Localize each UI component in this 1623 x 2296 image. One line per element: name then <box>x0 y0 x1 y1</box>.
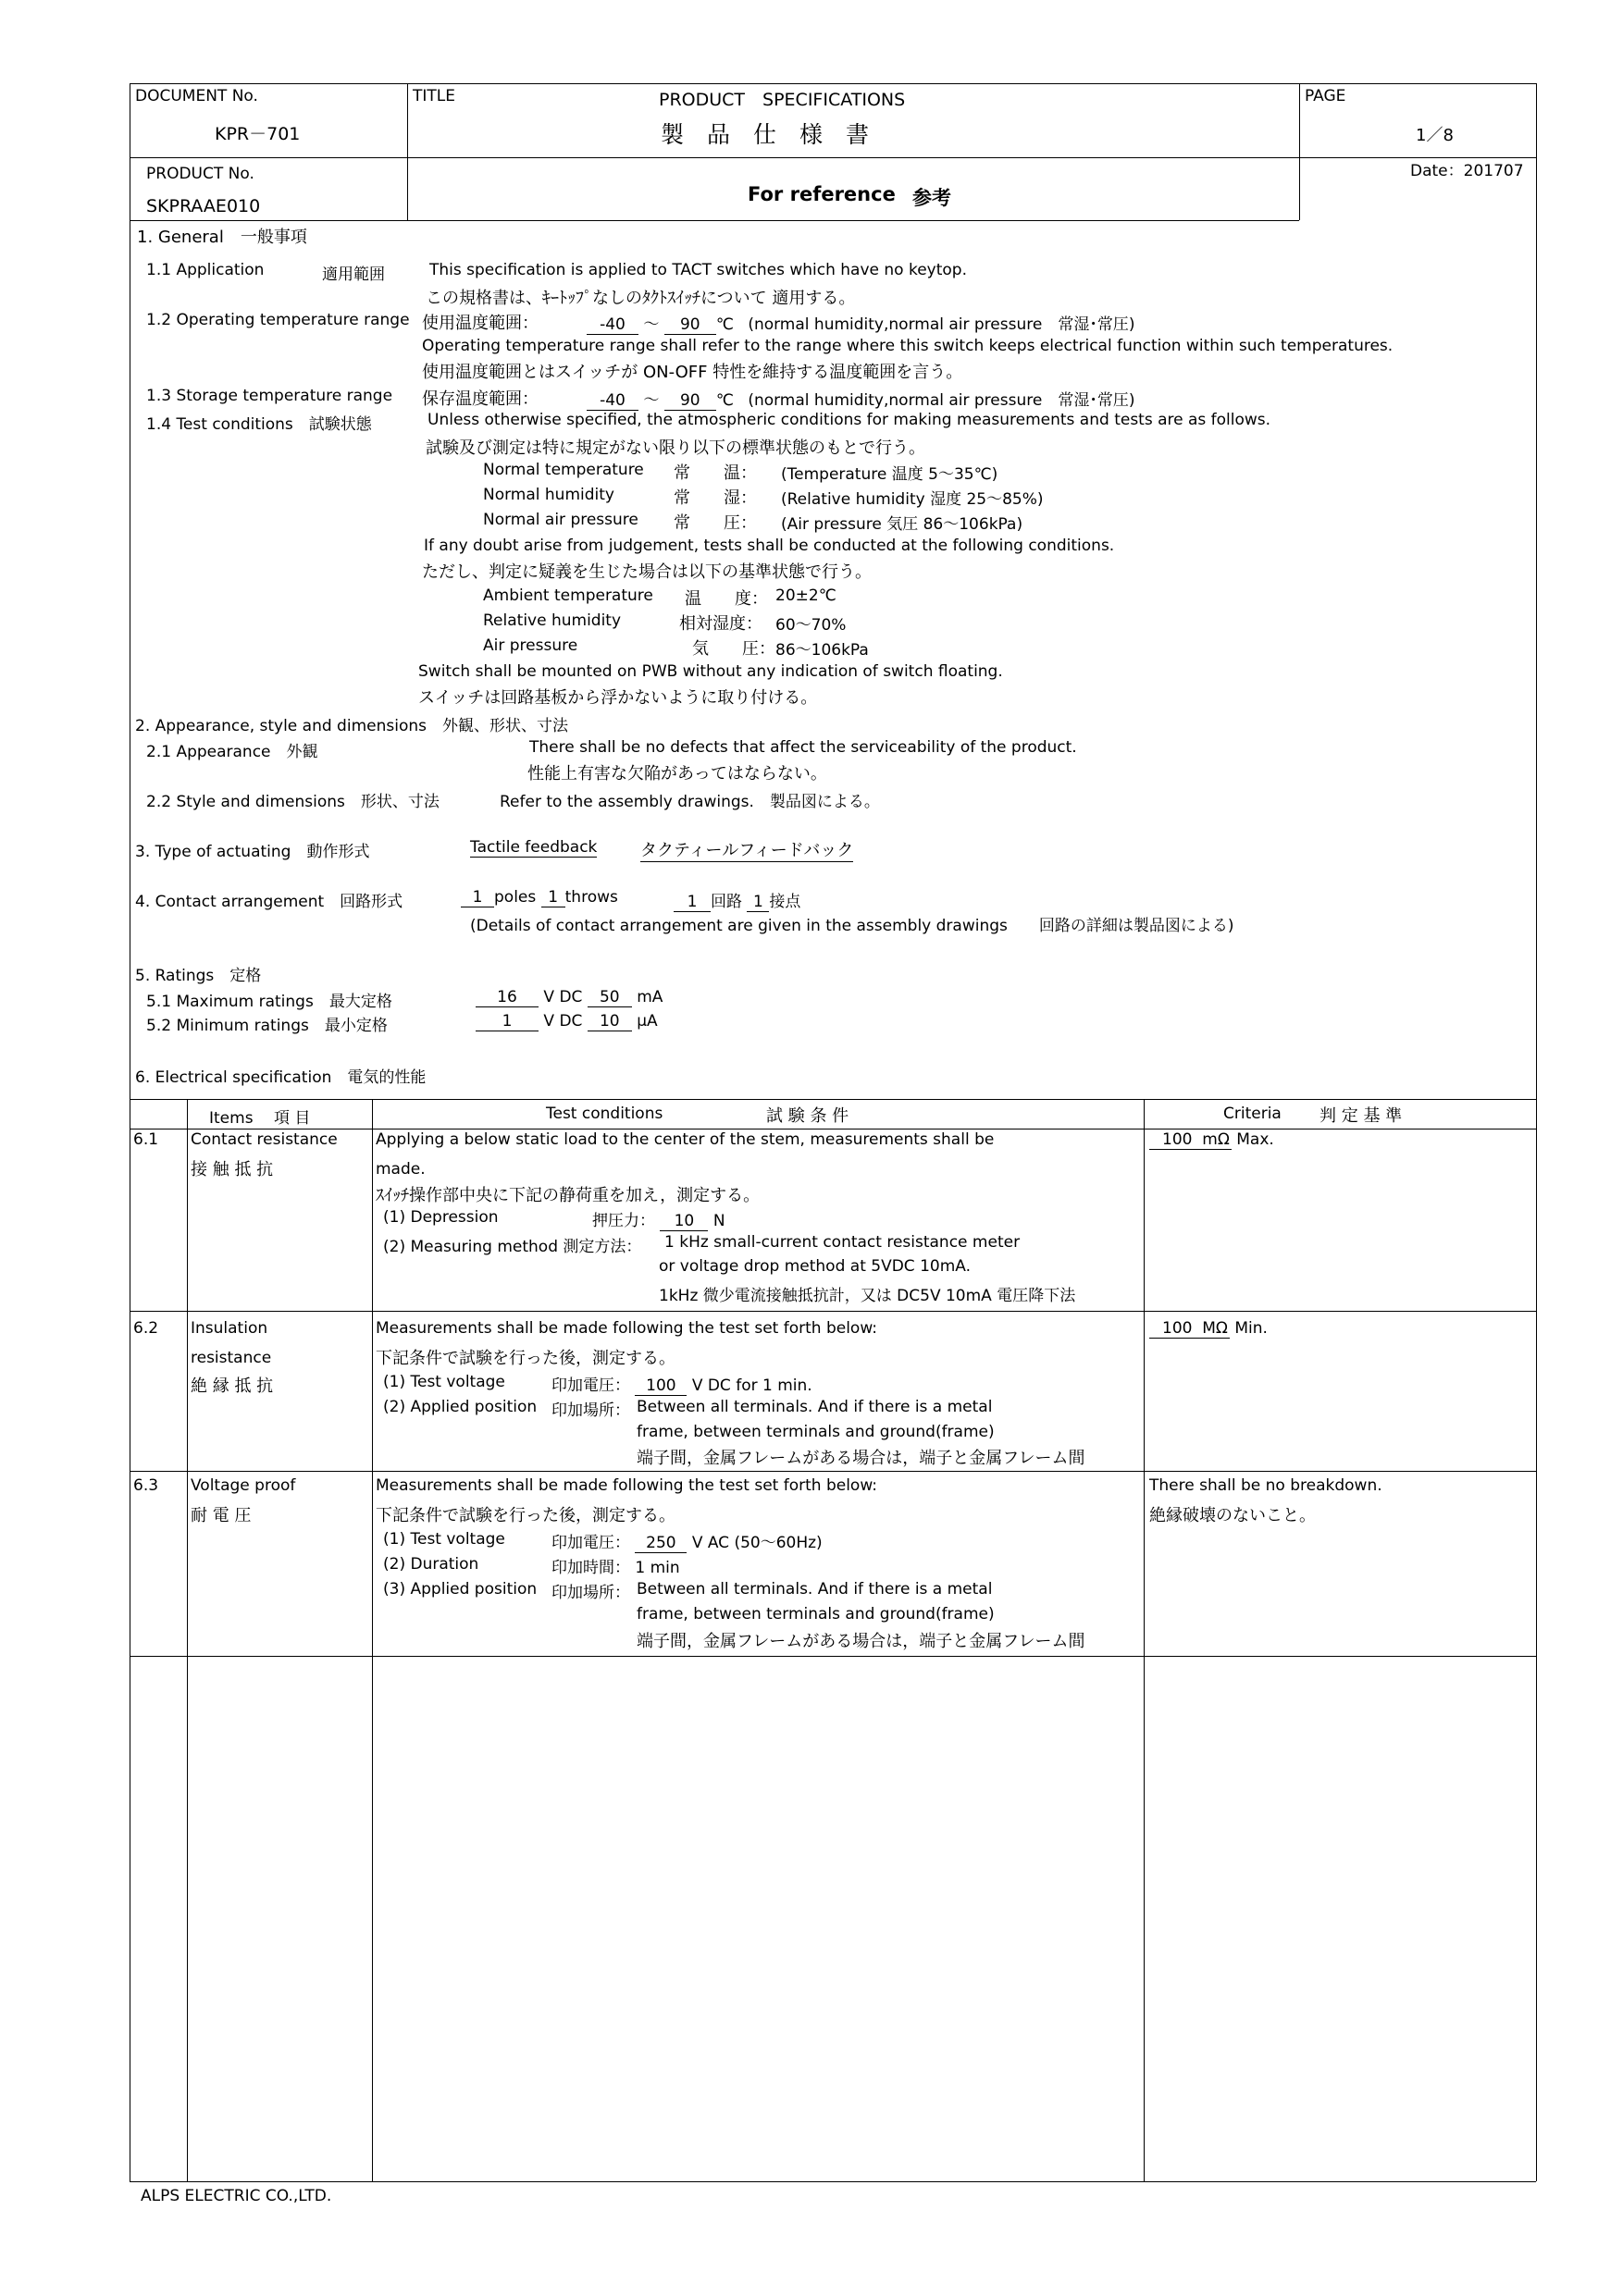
normal-temp-value: (Temperature 温度 5～35℃) <box>781 465 998 484</box>
test-voltage-group <box>551 1529 823 1553</box>
item-en: Contact resistance <box>191 1130 338 1149</box>
operating-temp-unit: ℃ <box>715 315 734 334</box>
criteria-text-jp: 絶縁破壊のないこと。 <box>1149 1506 1316 1525</box>
appearance-label: 2.1 Appearance 外観 <box>146 743 318 761</box>
actuating-type-en: Tactile feedback <box>470 838 598 857</box>
relative-humidity-en: Relative humidity <box>483 611 622 630</box>
poles-value: 1 <box>461 888 494 907</box>
test-line-3: ｽｲｯﾁ操作部中央に下記の静荷重を加え，測定する。 <box>376 1186 761 1205</box>
criteria-text: There shall be no breakdown. <box>1149 1476 1382 1495</box>
section-5-heading: 5. Ratings 定格 <box>135 967 262 985</box>
min-voltage: 1 <box>476 1012 539 1031</box>
doc-no: KPR－701 <box>215 124 301 144</box>
operating-temp-max: 90 <box>664 315 716 335</box>
storage-temp-max: 90 <box>664 391 716 411</box>
test-conditions-text-jp: 試験及び測定は特に規定がない限り以下の標準状態のもとで行う。 <box>426 438 925 458</box>
applied-position-label: (2) Applied position <box>383 1398 538 1416</box>
criteria-value-underlined <box>1149 1319 1230 1339</box>
section-1-heading: 1. General 一般事項 <box>137 228 307 247</box>
contact-note: (Details of contact arrangement are given in the assembly drawings 回路の詳細は製品図による) <box>470 917 1234 935</box>
application-label: 1.1 Application <box>146 261 265 279</box>
test-line-2: made. <box>376 1160 426 1179</box>
test-line-2: 下記条件で試験を行った後，測定する。 <box>376 1506 675 1525</box>
date: Date：201707 <box>1410 162 1524 180</box>
col-header-criteria: Criteria <box>1223 1105 1282 1123</box>
ambient-temp-value: 20±2℃ <box>775 586 836 605</box>
depression-value: 10 <box>660 1212 708 1231</box>
contact-value: 1 <box>747 893 769 912</box>
circuit-label: 回路 <box>711 893 742 911</box>
depression-label: (1) Depression <box>383 1208 499 1227</box>
poles-label: poles <box>494 888 537 907</box>
contact-circuit <box>674 888 800 912</box>
storage-temp-unit: ℃ <box>715 391 734 410</box>
application-text-jp: この規格書は、ｷｰﾄｯﾌﾟなしのﾀｸﾄｽｲｯﾁについて 適用する。 <box>426 289 856 308</box>
normal-pressure-value: (Air pressure 気圧 86～106kPa) <box>781 515 1023 534</box>
air-pressure-value: 86～106kPa <box>775 641 869 660</box>
title-en: PRODUCT SPECIFICATIONS <box>659 90 906 110</box>
col-header-test: Test conditions <box>546 1105 663 1123</box>
max-voltage-unit: V DC <box>543 988 583 1006</box>
min-current: 10 <box>588 1012 632 1031</box>
criteria-unit: mΩ <box>1202 1130 1230 1149</box>
reference-en: For reference <box>748 183 896 205</box>
contact-poles-throws <box>461 888 618 907</box>
ambient-temp-en: Ambient temperature <box>483 586 653 605</box>
application-text: This specification is applied to TACT switches which have no keytop. <box>429 261 967 279</box>
style-text: Refer to the assembly drawings. 製品図による。 <box>500 793 880 811</box>
normal-humidity-value: (Relative humidity 湿度 25～85%) <box>781 490 1044 509</box>
operating-temp-note: Operating temperature range shall refer to the range where this switch keeps electrical function within such temperatures. <box>422 337 1394 355</box>
col-header-items: Items 項 目 <box>209 1109 311 1128</box>
test-line-1: Applying a below static load to the center of the stem, measurements shall be <box>376 1130 995 1149</box>
row-number: 6.2 <box>133 1319 159 1338</box>
col-header-test-jp: 試 験 条 件 <box>766 1106 849 1126</box>
application-label-jp: 適用範囲 <box>322 265 385 284</box>
test-voltage-jp: 印加電圧： <box>551 1376 630 1395</box>
relative-humidity-value: 60～70% <box>775 616 847 635</box>
normal-temp-en: Normal temperature <box>483 461 644 479</box>
criteria-value: 100 <box>1162 1319 1193 1338</box>
doubt-text-jp: ただし、判定に疑義を生じた場合は以下の基準状態で行う。 <box>422 562 872 582</box>
min-ratings-values <box>476 1012 658 1031</box>
test-line-1: Measurements shall be made following the test set forth below: <box>376 1476 878 1495</box>
test-line-2: 下記条件で試験を行った後，測定する。 <box>376 1349 675 1368</box>
mounting-text: Switch shall be mounted on PWB without any indication of switch floating. <box>418 662 1003 681</box>
item-jp: 絶 縁 抵 抗 <box>191 1376 274 1396</box>
storage-temp-label-jp: 保存温度範囲： <box>422 389 539 409</box>
storage-temp-range <box>587 387 1134 411</box>
max-ratings-values <box>476 988 663 1007</box>
normal-humidity-jp: 常 湿： <box>674 488 757 508</box>
row-number: 6.1 <box>133 1130 159 1149</box>
item-jp: 接 触 抵 抗 <box>191 1160 274 1179</box>
max-voltage: 16 <box>476 988 539 1007</box>
depression-unit: N <box>712 1212 725 1230</box>
criteria-unit: MΩ <box>1202 1319 1228 1338</box>
applied-position-1: Between all terminals. And if there is a metal <box>637 1398 993 1416</box>
ambient-temp-jp: 温 度： <box>685 589 768 609</box>
product-no: SKPRAAE010 <box>146 196 261 216</box>
section-2-heading: 2. Appearance, style and dimensions 外観、形状、寸法 <box>135 717 568 735</box>
doc-no-label: DOCUMENT No. <box>135 87 258 105</box>
row-number: 6.3 <box>133 1476 159 1495</box>
storage-temp-min: -40 <box>587 391 638 411</box>
section-6-heading: 6. Electrical specification 電気的性能 <box>135 1068 427 1087</box>
applied-position-2: frame, between terminals and ground(frame) <box>637 1605 995 1623</box>
applied-position-jp: 印加場所： <box>551 1401 630 1420</box>
appearance-text: There shall be no defects that affect the serviceability of the product. <box>529 738 1077 757</box>
operating-temp-tilde: ～ <box>643 315 660 334</box>
test-conditions-label: 1.4 Test conditions 試験状態 <box>146 415 372 434</box>
measuring-method-label: (2) Measuring method 測定方法： <box>383 1238 642 1256</box>
applied-position-1: Between all terminals. And if there is a metal <box>637 1580 993 1599</box>
criteria-value-group <box>1149 1319 1268 1339</box>
page-label: PAGE <box>1305 87 1346 105</box>
circuit-value: 1 <box>674 893 711 912</box>
relative-humidity-jp: 相対湿度： <box>679 614 762 634</box>
section-3-heading: 3. Type of actuating 動作形式 <box>135 843 370 861</box>
storage-temp-tilde: ～ <box>643 391 660 410</box>
test-voltage-unit: V AC (50～60Hz) <box>691 1534 823 1552</box>
title-jp: 製 品 仕 様 書 <box>661 121 870 148</box>
max-ratings-label: 5.1 Maximum ratings 最大定格 <box>146 993 392 1011</box>
test-conditions-text: Unless otherwise specified, the atmospheric conditions for making measurements and tests are as follows. <box>427 411 1271 429</box>
operating-temp-min: -40 <box>587 315 638 335</box>
item-en-2: resistance <box>191 1349 272 1367</box>
test-voltage-jp: 印加電圧： <box>551 1534 630 1552</box>
operating-temp-label: 1.2 Operating temperature range <box>146 311 410 329</box>
test-voltage-group <box>551 1372 812 1396</box>
page-number: 1／8 <box>1416 126 1454 145</box>
measuring-method-1: 1 kHz small-current contact resistance meter <box>664 1233 1021 1252</box>
max-current: 50 <box>588 988 632 1007</box>
item-en: Voltage proof <box>191 1476 296 1495</box>
col-header-criteria-jp: 判 定 基 準 <box>1319 1106 1403 1126</box>
item-en-1: Insulation <box>191 1319 268 1338</box>
criteria-suffix: Max. <box>1236 1130 1274 1149</box>
normal-temp-jp: 常 温： <box>674 463 757 483</box>
item-jp: 耐 電 圧 <box>191 1506 252 1525</box>
test-voltage-value: 250 <box>635 1534 687 1553</box>
operating-temp-note-jp: 使用温度範囲とはスイッチが ON-OFF 特性を維持する温度範囲を言う。 <box>422 363 963 382</box>
measuring-method-3: 1kHz 微少電流接触抵抗計，又は DC5V 10mA 電圧降下法 <box>659 1287 1076 1305</box>
air-pressure-jp: 気 圧： <box>692 639 775 659</box>
criteria-value-underlined <box>1149 1130 1232 1150</box>
min-voltage-unit: V DC <box>543 1012 583 1031</box>
doubt-text: If any doubt arise from judgement, tests shall be conducted at the following conditions. <box>424 537 1115 555</box>
reference-jp: 参考 <box>912 187 951 209</box>
contact-label: 接点 <box>769 893 801 911</box>
actuating-type-jp: タクティールフィードバック <box>640 837 853 862</box>
depression-label-jp: 押圧力： <box>592 1212 655 1230</box>
throws-value: 1 <box>541 888 565 907</box>
applied-position-3: 端子間，金属フレームがある場合は，端子と金属フレーム間 <box>637 1632 1085 1651</box>
test-line-1: Measurements shall be made following the test set forth below: <box>376 1319 878 1338</box>
throws-label: throws <box>564 888 618 907</box>
test-voltage-unit: V DC for 1 min. <box>691 1376 812 1395</box>
title-label: TITLE <box>413 87 455 105</box>
min-current-unit: μA <box>637 1012 658 1031</box>
normal-humidity-en: Normal humidity <box>483 486 614 504</box>
criteria-suffix: Min. <box>1234 1319 1268 1338</box>
air-pressure-en: Air pressure <box>483 636 578 655</box>
applied-position-label: (3) Applied position <box>383 1580 538 1599</box>
applied-position-jp: 印加場所： <box>551 1584 630 1602</box>
normal-pressure-en: Normal air pressure <box>483 511 638 529</box>
duration-jp: 印加時間： <box>551 1559 630 1577</box>
operating-temp-range <box>587 311 1134 335</box>
footer-company: ALPS ELECTRIC CO.,LTD. <box>141 2187 332 2205</box>
duration-group <box>551 1554 680 1577</box>
duration-label: (2) Duration <box>383 1555 479 1574</box>
criteria-value-group <box>1149 1130 1274 1150</box>
product-no-label: PRODUCT No. <box>146 165 254 183</box>
applied-position-2: frame, between terminals and ground(frame) <box>637 1423 995 1441</box>
criteria-value: 100 <box>1162 1130 1193 1149</box>
min-ratings-label: 5.2 Minimum ratings 最小定格 <box>146 1017 388 1035</box>
style-label: 2.2 Style and dimensions 形状、寸法 <box>146 793 440 811</box>
test-voltage-label: (1) Test voltage <box>383 1373 505 1391</box>
normal-pressure-jp: 常 圧： <box>674 513 757 533</box>
operating-temp-cond: (normal humidity,normal air pressure 常湿･常圧) <box>748 315 1135 334</box>
mounting-text-jp: スイッチは回路基板から浮かないように取り付ける。 <box>418 688 818 708</box>
applied-position-3: 端子間，金属フレームがある場合は，端子と金属フレーム間 <box>637 1449 1085 1468</box>
storage-temp-cond: (normal humidity,normal air pressure 常湿･常圧) <box>748 391 1135 410</box>
duration-value: 1 min <box>635 1559 680 1577</box>
appearance-text-jp: 性能上有害な欠陥があってはならない。 <box>527 764 827 784</box>
section-4-heading: 4. Contact arrangement 回路形式 <box>135 893 403 911</box>
test-voltage-value: 100 <box>635 1376 687 1396</box>
test-voltage-label: (1) Test voltage <box>383 1530 505 1549</box>
operating-temp-label-jp: 使用温度範囲： <box>422 314 539 333</box>
max-current-unit: mA <box>637 988 663 1006</box>
storage-temp-label: 1.3 Storage temperature range <box>146 387 393 405</box>
depression-value-group <box>592 1207 725 1231</box>
measuring-method-2: or voltage drop method at 5VDC 10mA. <box>659 1257 971 1276</box>
